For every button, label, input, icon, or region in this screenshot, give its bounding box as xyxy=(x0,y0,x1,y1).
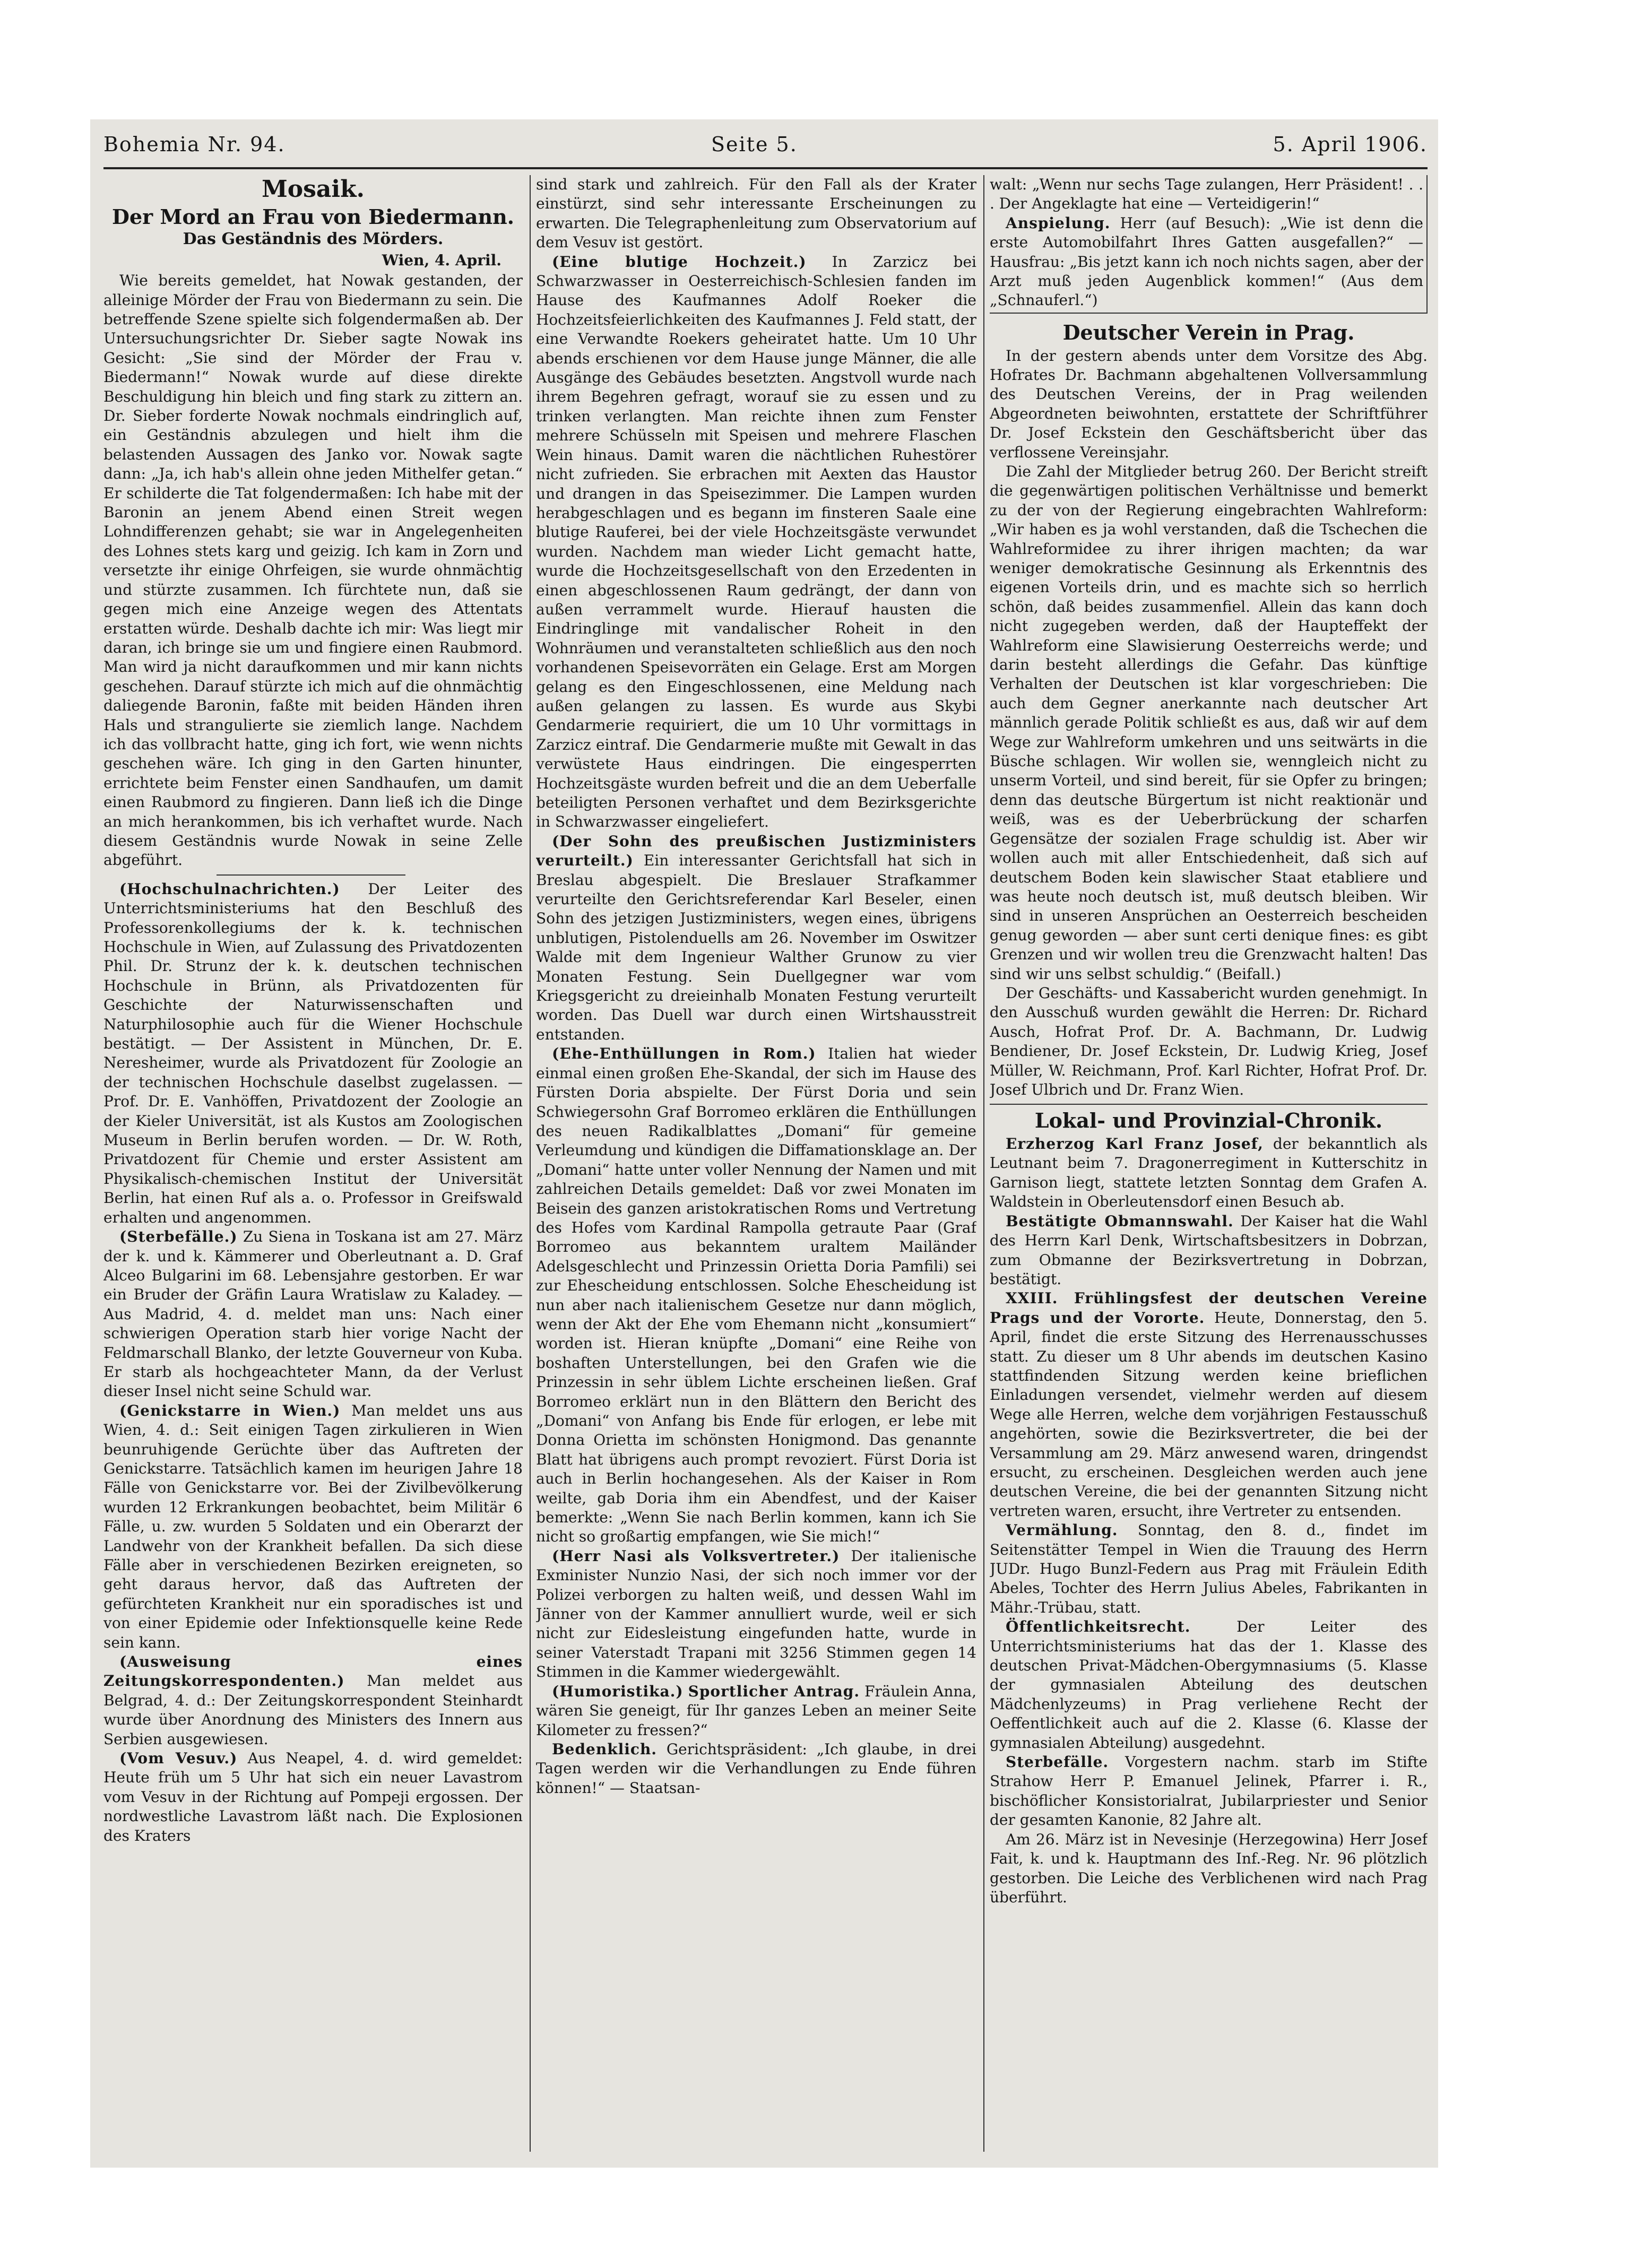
news-item-text: Sonntag, den 8. d., findet im Seitenstätter Tempel in Wien die Trauung des Herrn JUDr. Hugo Bunzl-Federn aus Prag mit Fräulein Edith Abeles, Tochter des Herrn Julius Abeles, Fabrikanten in Mähr.-Trübau, statt. xyxy=(990,1521,1428,1616)
news-item-text: Herr (auf Besuch): „Wie ist denn die erste Automobilfahrt Ihres Gatten ausgefallen?“ — Hausfrau: „Bis jetzt kann ich noch nichts sagen, aber der Arzt muß jeden Augenblick kommen!“ (Aus dem „Schnauferl.“) xyxy=(990,214,1424,309)
news-item-text: Aus Neapel, 4. d. wird gemeldet: Heute früh um 5 Uhr hat sich ein neuer Lavastrom vom Vesuv in der Richtung auf Pompeji ergossen. Der nordwestliche Lavastrom läßt nach. Die Explosionen des Kraters xyxy=(103,1749,523,1844)
article-paragraph: Die Zahl der Mitglieder betrug 260. Der Bericht streift die gegenwärtigen politischen Verhältnisse und bemerkt zu der von der Regierung eingebrachten Wahlreform: „Wir haben es ja wohl verstanden, daß die Tschechen die Wahlreformidee zu ihrer ihrigen machten; da war weniger demokratische Gesinnung als Erkenntnis des eigenen Vorteils drin, und es machte sich so herrlich schön, daß beides zusammenfiel. Allein das kann doch nicht zugegeben werden, daß der Haupteffekt der Wahlreform eine Slawisierung Oesterreichs werde; und darin besteht allerdings die Gefahr. Das künftige Verhalten der Deutschen ist klar vorgeschrieben: Die auch dem Gegner anerkannte nach deutscher Art männlich gerade Politik schließt es aus, daß wir auf dem Wege zur Wahlreform umkehren und uns seitwärts in die Büsche schlagen. Wir wollen sie, wenngleich nicht zu unserm Vorteil, und sind bereit, für sie Opfer zu bringen; denn das deutsche Bürgertum ist nicht reaktionär und weiß, was es der Ueberbrückung der scharfen Gegensätze der sozialen Frage schuldig ist. Aber wir wollen auch mit aller Entschiedenheit, daß sich auf deutschem Boden kein slawischer Staat etabliere und was heute noch deutsch ist, muß deutsch bleiben. Wir sind in unseren Ansprüchen an Oesterreich bescheiden genug geworden — aber sunt certi denique fines: es gibt Grenzen und wir wollen treu die Grenzwacht halten! Das sind wir uns selbst schuldig.“ (Beifall.) xyxy=(990,462,1428,983)
news-item xyxy=(990,214,1423,310)
news-item xyxy=(536,1547,976,1682)
news-item xyxy=(990,1753,1428,1830)
news-item-heading: (Herr Nasi als Volksvertreter.) xyxy=(552,1547,840,1565)
news-item xyxy=(990,1289,1428,1521)
news-item-heading: (Genickstarre in Wien.) xyxy=(119,1401,341,1419)
news-item-heading: (Hochschulnachrichten.) xyxy=(119,880,340,898)
article-title: Der Mord an Frau von Biedermann. xyxy=(112,204,514,229)
news-item xyxy=(103,1401,523,1652)
news-item-text: Italien hat wieder einmal einen großen Ehe-Skandal, der sich im Hause des Fürsten Doria abspielte. Der Fürst Doria und sein Schwiegersohn Graf Borromeo erklären die Enthüllungen des neuen Radikalblattes „Domani“ für gemeine Verleumdung und kündigen die Diffamationsklage an. Der „Domani“ hatte unter voller Nennung der Namen und mit zahlreichen Details gemeldet: Daß vor zwei Monaten im Beisein des ganzen aristokratischen Roms und Vertretung des Hofes vom Kardinal Rampolla getraute Paar (Graf Borromeo aus bekanntem uraltem Mailänder Adelsgeschlecht und Prinzessin Orietta Doria Pamfili) sei zur Ehescheidung entschlossen. Solche Ehescheidung ist nun aber nach italienischem Gesetze nur dann möglich, wenn der Akt der Ehe vom Ehemann nicht „konsumiert“ worden ist. Hieran knüpfte „Domani“ eine Reihe von boshaften Unterstellungen, bei den Grafen wie die Prinzessin in sehr üblem Lichte erscheinen ließen. Graf Borromeo erklärt nun in den Blättern den Bericht des „Domani“ von Anfang bis Ende für erlogen, er lebe mit Donna Orietta im schönsten Honigmond. Das genannte Blatt hat übrigens auch prompt revoziert. Fürst Doria ist auch in Berlin hochangesehen. Als der Kaiser in Rom weilte, gab Doria ihm ein Abendfest, und der Kaiser bemerkte: „Wenn Sie nach Berlin kommen, kann ich Sie nicht so großartig empfangen, wie Sie mich!“ xyxy=(536,1045,976,1546)
news-item-heading: (Sterbefälle.) xyxy=(119,1228,238,1246)
news-item xyxy=(990,1521,1428,1617)
article-paragraph: Der Geschäfts- und Kassabericht wurden genehmigt. In den Ausschuß wurden gewählt die Herren: Dr. Richard Ausch, Hofrat Prof. Dr. A. Bachmann, Dr. Ludwig Bendiener, Dr. Josef Eckstein, Dr. Ludwig Krieg, Josef Müller, W. Reichmann, Prof. Karl Richter, Hofrat Prof. Dr. Josef Ulbrich und Dr. Franz Wien. xyxy=(990,984,1428,1098)
news-item-text: Ein interessanter Gerichtsfall hat sich in Breslau abgespielt. Die Breslauer Strafkammer verurteilte den Gerichtsreferendar Karl Beseler, einen Sohn des jetzigen Justizministers, wegen eines, übrigens unblutigen, Pistolenduells am 26. November im Oswitzer Walde mit dem Ingenieur Walther Grunow zu vier Monaten Festung. Sein Duellgegner war vom Kriegsgericht zu dreieinhalb Monaten Festung verurteilt worden. Das Duell war durch einen Wirtshausstreit entstanden. xyxy=(536,852,976,1043)
news-item-text: Der Leiter des Unterrichtsministeriums hat das der 1. Klasse des deutschen Privat-Mädchen-Obergymnasiums (5. Klasse der gymnasialen Abteilung des deutschen Mädchenlyzeums) in Prag verliehene Recht der Oeffentlichkeit auch auf die 2. Klasse (6. Klasse der gymnasialen Abteilung) ausgedehnt. xyxy=(990,1618,1428,1752)
page-header xyxy=(103,133,1428,159)
news-item xyxy=(536,1740,976,1798)
news-item-heading: Öffentlichkeitsrecht. xyxy=(1006,1618,1191,1636)
joke-heading: Bedenklich. xyxy=(552,1740,658,1758)
news-item-heading: Erzherzog Karl Franz Josef, xyxy=(1006,1135,1264,1153)
news-item xyxy=(103,1749,523,1846)
news-item-heading: Vermählung. xyxy=(1006,1521,1118,1539)
newspaper-page xyxy=(90,119,1438,2168)
header-rule xyxy=(103,167,1428,169)
news-item-heading: Bestätigte Obmannswahl. xyxy=(1006,1212,1234,1230)
column-1 xyxy=(103,175,523,2152)
news-item-text: der bekanntlich als Leutnant beim 7. Dragonerregiment in Kutterschitz in Garnison liegt, stattete letzten Sonntag dem Grafen A. Waldstein in Oberleutensdorf einen Besuch ab. xyxy=(990,1135,1428,1211)
news-item xyxy=(536,832,976,1044)
article-paragraph: Wie bereits gemeldet, hat Nowak gestanden, der alleinige Mörder der Frau von Biedermann zu sein. Die betreffende Szene spielte sich folgendermaßen ab. Der Untersuchungsrichter Dr. Sieber sagte Nowak ins Gesicht: „Sie sind der Mörder der Frau v. Biedermann!“ Nowak wurde auf diese direkte Beschuldigung hin bleich und fing stark zu zittern an. Dr. Sieber forderte Nowak nochmals eindringlich auf, ein Geständnis abzulegen und hielt ihm die belastenden Aussagen des Janko vor. Nowak sagte dann: „Ja, ich hab's allein ohne jeden Mithelfer getan.“ Er schilderte die Tat folgendermaßen: Ich habe mit der Baronin an jenem Abend einen Streit wegen Lohndifferenzen gehabt; sie war in Angelegenheiten des Lohnes stets karg und geizig. Ich kam in Zorn und versetzte ihr einige Ohrfeigen, sie wurde ohnmächtig und stürzte zusammen. Ich fürchtete nun, daß sie gegen mich eine Anzeige wegen des Attentats erstatten würde. Deshalb dachte ich mir: Was liegt mir daran, ich bringe sie um und fingiere einen Raubmord. Man wird ja nicht daraufkommen und mir kann nichts geschehen. Darauf stürzte ich mich auf die ohnmächtig daliegende Baronin, faßte mit beiden Händen ihren Hals und strangulierte sie ziemlich lange. Nachdem ich das vollbracht hatte, ging ich fort, wie wenn nichts geschehen wäre. Ich ging in den Garten hinunter, errichtete beim Fenster einen Sandhaufen, um damit einen Raubmord zu fingieren. Dann ließ ich die Dinge an mich herankommen, bis ich verhaftet wurde. Nach diesem Geständnis wurde Nowak in seine Zelle abgeführt. xyxy=(103,272,523,869)
section-divider xyxy=(990,1104,1428,1105)
column-divider xyxy=(983,175,984,2152)
news-item-heading: (Ausweisung eines Zeitungskorrespondenten.) xyxy=(103,1653,523,1690)
news-item-text: Der Kaiser hat die Wahl des Herrn Karl Denk, Wirtschaftsbesitzers in Dobrzan, zum Obmanne der Bezirksvertretung in Dobrzan, bestätigt. xyxy=(990,1212,1428,1288)
news-item xyxy=(536,1044,976,1547)
news-item-text: Heute, Donnerstag, den 5. April, findet die erste Sitzung des Herrenausschusses statt. Zu dieser um 8 Uhr abends im deutschen Kasino stattfindenden Sitzung werden keine brieflichen Einladungen versendet, vielmehr werden auf diesem Wege alle Herren, welche dem vorjährigen Festausschuß angehörten, sowie die Bezirksvertreter, die bei der Versammlung am 29. März anwesend waren, dringendst ersucht, zu erscheinen. Desgleichen werden auch jene deutschen Vereine, die bei der genannten Sitzung nicht vertreten waren, ersucht, ihre Vertreter zu entsenden. xyxy=(990,1309,1428,1520)
news-item: Am 26. März ist in Nevesinje (Herzegowina) Herr Josef Fait, k. und k. Hauptmann des Inf.-Reg. Nr. 96 plötzlich gestorben. Die Leiche des Verblichenen wird nach Prag überführt. xyxy=(990,1830,1428,1906)
section-title: Mosaik. xyxy=(262,176,365,203)
news-item xyxy=(990,1134,1428,1212)
news-item-heading: (Humoristika.) xyxy=(552,1682,684,1700)
news-item-text: Zu Siena in Toskana ist am 27. März der k. und k. Kämmerer und Oberleutnant a. D. Graf Alceo Bulgarini im 68. Lebensjahre gestorben. Er war ein Bruder der Gräfin Laura Wratislaw zu Kaladey. — Aus Madrid, 4. d. meldet man uns: Nach einer schwierigen Operation starb hier vorige Nacht der Feldmarschall Blanko, der letzte Gouverneur von Kuba. Er starb als hochgeachteter Mann, da der Verlust dieser Insel nicht seine Schuld war. xyxy=(103,1228,523,1400)
article-divider xyxy=(217,874,405,876)
section-title: Deutscher Verein in Prag. xyxy=(1062,320,1355,344)
issue-date: 5. April 1906. xyxy=(1273,133,1428,156)
column-2 xyxy=(536,175,976,2152)
news-item-heading: (Der Sohn des preußischen Justizministers verurteilt.) xyxy=(536,832,976,870)
news-item-heading: (Eine blutige Hochzeit.) xyxy=(552,253,807,271)
news-item-heading: XXIII. Frühlingsfest der deutschen Vereine Prags und der Vororte. xyxy=(990,1289,1428,1327)
news-item xyxy=(990,1617,1428,1753)
news-item-text: Man meldet uns aus Wien, 4. d.: Seit einigen Tagen zirkulieren in Wien beunruhigende Gerüchte über das Auftreten der Genickstarre. Tatsächlich kamen im heurigen Jahre 18 Fälle von Genickstarre vor. Bei der Zivilbevölkerung wurden 12 Erkrankungen beobachtet, beim Militär 6 Fälle, u. zw. wurden 5 Soldaten und ein Oberarzt der Landwehr von der Krankheit befallen. Da sich diese Fälle aber in verschiedenen Bezirken ereigneten, so geht daraus hervor, daß das Auftreten der gefürchteten Krankheit nur ein sporadisches ist und von einer Epidemie oder Infektionsquelle keine Rede sein kann. xyxy=(103,1401,523,1651)
news-item xyxy=(103,880,523,1227)
news-item-text: In Zarzicz bei Schwarzwasser in Oesterreichisch-Schlesien fanden im Hause des Kaufmannes Adolf Roeker die Hochzeitsfeierlichkeiten des Kaufmannes J. Feld statt, der eine Verwandte Roekers geheiratet hatte. Um 10 Uhr abends erschienen vor dem Hause junge Männer, die alle Ausgänge des Gebäudes besetzten. Angstvoll wurde nach ihrem Begehren gefragt, worauf sie zu essen und zu trinken verlangten. Man reichte ihnen zum Fenster mehrere Schüsseln mit Speisen und mehrere Flaschen Wein hinaus. Damit waren die nächtlichen Ruhestörer nicht zufrieden. Sie erbrachen mit Aexten das Haustor und drangen in das Speisezimmer. Die Lampen wurden herabgeschlagen und es begann im finsteren Saale eine blutige Rauferei, bei der viele Hochzeitsgäste verwundet wurden. Nachdem man wieder Licht gemacht hatte, wurde die Hochzeitsgesellschaft von den Erzedenten in einen abgeschlossenen Raum gedrängt, der dann von außen verrammelt wurde. Hierauf hausten die Eindringlinge mit vandalischer Roheit in den Wohnräumen und veranstalteten schließlich aus den noch vorhandenen Speisevorräten ein Gelage. Erst am Morgen gelang es den Eingeschlossenen, eine Meldung nach außen gelangen zu lassen. Es wurde aus Skybi Gendarmerie requiriert, die um 10 Uhr vormittags in Zarzicz eintraf. Die Gendarmerie mußte mit Gewalt in das verwüstete Haus eindringen. Die eingesperrten Hochzeitsgäste wurden befreit und die an dem Ueberfalle beteiligten Personen verhaftet und dem Bezirksgerichte in Schwarzwasser eingeliefert. xyxy=(536,253,976,831)
news-item-text: Vorgestern nachm. starb im Stifte Strahow Herr P. Emanuel Jelinek, Pfarrer i. R., bischöflicher Konsistorialrat, Jubilarpriester und Senior der gesamten Kanonie, 82 Jahre alt. xyxy=(990,1753,1428,1829)
news-item-heading: Sterbefälle. xyxy=(1006,1753,1109,1771)
news-item-heading: (Vom Vesuv.) xyxy=(119,1749,238,1768)
section-title: Lokal- und Provinzial-Chronik. xyxy=(1034,1108,1383,1133)
news-item xyxy=(103,1227,523,1401)
column-divider xyxy=(530,175,531,2152)
masthead-issue: Bohemia Nr. 94. xyxy=(103,133,286,156)
news-item-heading: (Ehe-Enthüllungen in Rom.) xyxy=(552,1045,816,1063)
news-item xyxy=(103,1652,523,1749)
dateline: Wien, 4. April. xyxy=(382,251,501,269)
page-number: Seite 5. xyxy=(711,133,798,156)
article-paragraph: In der gestern abends unter dem Vorsitze des Abg. Hofrates Dr. Bachmann abgehaltenen Vollversammlung des Deutschen Vereins, der in Prag weilenden Abgeordneten beiwohnten, erstattete der Schriftführer Dr. Josef Eckstein den Geschäftsbericht über das verflossene Vereinsjahr. xyxy=(990,347,1428,461)
joke-heading: Anspielung. xyxy=(1006,214,1111,232)
news-item-text: Man meldet aus Belgrad, 4. d.: Der Zeitungskorrespondent Steinhardt wurde über Anordnung des Ministers des Innern aus Serbien ausgewiesen. xyxy=(103,1672,523,1748)
joke-heading: Sportlicher Antrag. xyxy=(688,1682,860,1700)
humor-continuation xyxy=(990,175,1428,314)
article-subtitle: Das Geständnis des Mörders. xyxy=(183,230,444,249)
news-item-continued: sind stark und zahlreich. Für den Fall als der Krater einstürzt, sind sehr interessante Erscheinungen zu erwarten. Die Telegraphenleitung zum Observatorium auf dem Vesuv ist gestört. xyxy=(536,176,976,252)
column-3 xyxy=(990,175,1428,2152)
news-item xyxy=(536,1682,976,1740)
news-item-text: Der italienische Exminister Nunzio Nasi, der sich noch immer vor der Polizei verborgen zu halten weiß, und dessen Wahl im Jänner von der Kammer annulliert wurde, weil er sich nicht zur Eidesleistung eingefunden hatte, wurde in seiner Vaterstadt Trapani mit 3256 Stimmen gegen 14 Stimmen in die Kammer wiedergewählt. xyxy=(536,1547,976,1681)
news-item-text: Der Leiter des Unterrichtsministeriums hat den Beschluß des Professorenkollegiums der k. k. technischen Hochschule in Wien, auf Zulassung des Privatdozenten Phil. Dr. Strunz der k. k. deutschen technischen Hochschule in Brünn, als Privatdozenten für Geschichte der Naturwissenschaften und Naturphilosophie auch für die Wiener Hochschule bestätigt. — Der Assistent in München, Dr. E. Neresheimer, wurde als Privatdozent für Zoologie an der technischen Hochschule daselbst zugelassen. — Prof. Dr. E. Vanhöffen, Privatdozent der Zoologie an der Kieler Universität, ist als Kustos am Zoologischen Museum in Berlin berufen worden. — Dr. W. Roth, Privatdozent für Chemie und erster Assistent am Physikalisch-chemischen Institut der Universität Berlin, hat einen Ruf als a. o. Professor in Greifswald erhalten und angenommen. xyxy=(103,880,523,1226)
news-item-text: Fräulein Anna, wären Sie geneigt, für Ihr ganzes Leben an meiner Seite Kilometer zu fressen?“ xyxy=(536,1682,976,1739)
news-item-text: Gerichtspräsident: „Ich glaube, in drei Tagen werden wir die Verhandlungen zu Ende führen können!“ — Staatsan- xyxy=(536,1740,976,1797)
news-item xyxy=(990,1212,1428,1289)
news-item xyxy=(536,253,976,832)
news-item-continued: walt: „Wenn nur sechs Tage zulangen, Herr Präsident! . . . Der Angeklagte hat eine — Verteidigerin!“ xyxy=(990,176,1423,213)
